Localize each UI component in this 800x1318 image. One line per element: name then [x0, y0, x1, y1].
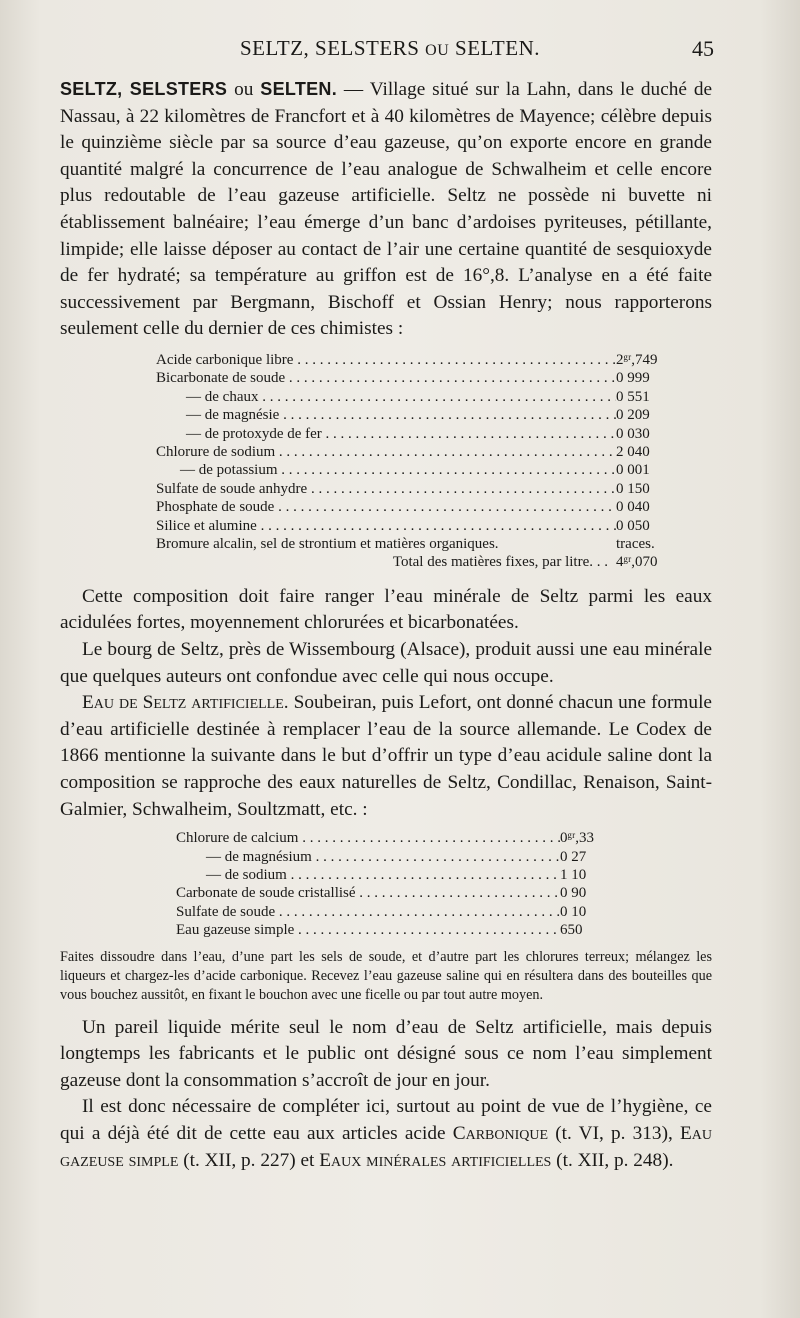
- paragraph-artificial-water: [60, 690, 712, 823]
- total-label: Total des matières fixes, par litre. . .: [392, 554, 608, 571]
- row-value: 0ᵍʳ,33: [560, 830, 595, 847]
- table-row: [156, 425, 670, 443]
- row-label: Silice et alumine . . .: [156, 517, 616, 535]
- article-body: [60, 76, 712, 1174]
- row-label: — de magnésium . . .: [176, 848, 560, 866]
- row-label: — de protoxyde de fer . . .: [156, 425, 616, 443]
- row-label: — de potassium . . .: [156, 461, 616, 479]
- row-label: Acide carbonique libre . . .: [156, 351, 616, 369]
- row-value: 0 999: [616, 370, 650, 387]
- cross-ref-eau-gazeuse: Eau gazeuse simple: [60, 1122, 713, 1171]
- table-row: [156, 388, 670, 406]
- table-row: [176, 921, 610, 939]
- table-row: [176, 866, 610, 884]
- row-value: 0 050: [616, 517, 650, 534]
- row-value: traces.: [616, 536, 655, 552]
- entry-headword-ou: ou: [234, 79, 254, 100]
- row-value: 2ᵍʳ,749: [616, 351, 658, 368]
- row-value: 0 209: [616, 407, 650, 424]
- row-label: — de sodium . . .: [176, 866, 560, 884]
- row-value: 0 001: [616, 462, 650, 479]
- table-row: [176, 848, 610, 866]
- row-value: 0 90: [560, 885, 587, 902]
- row-label: Sulfate de soude anhydre . . .: [156, 480, 616, 498]
- cross-ref-eaux-minerales: Eaux minérales artificielles: [319, 1149, 552, 1171]
- table-row: [156, 351, 670, 369]
- row-label: Phosphate de soude . . .: [156, 498, 616, 516]
- running-head: [60, 36, 720, 66]
- row-value: 1 10: [560, 866, 587, 883]
- table-row: [156, 480, 670, 498]
- paragraph: Le bourg de Seltz, près de Wissembourg (Alsace), produit aussi une eau minérale que quelques auteurs ont confondue avec celle qui nous occupe.: [60, 639, 712, 687]
- row-value: 0 030: [616, 425, 650, 442]
- entry-paragraph: [60, 76, 712, 343]
- running-title-left: SELTZ, SELSTERS: [239, 36, 420, 60]
- entry-headword-2: SELTEN.: [260, 79, 338, 99]
- row-value: 0 27: [560, 848, 587, 865]
- paragraph-text: (t. XII, p. 248).: [551, 1149, 674, 1171]
- row-label: Bromure alcalin, sel de strontium et matières organiques.: [156, 536, 499, 552]
- row-label: Eau gazeuse simple . . .: [176, 921, 560, 939]
- total-row: [156, 553, 670, 571]
- row-value: 0 150: [616, 480, 650, 497]
- table-row: [176, 884, 610, 902]
- paragraph-text: (t. XII, p. 227) et: [178, 1149, 320, 1171]
- row-value: 0 10: [560, 903, 587, 920]
- entry-intro-text: — Village situé sur la Lahn, dans le duché de Nassau, à 22 kilomètres de Francfort et à 40 kilomètres de Mayence; célèbre depuis le quinzième siècle par sa source d’eau gazeuse, qu’on exporte encore en grande quantité malgré la concurrence de l’eau analogue de Schwalheim et celle encore plus redoutable de l’eau gazeuse artificielle. Seltz ne possède ni buvette ni établissement balnéaire; l’eau émerge d’un banc d’ardoises pyriteuses, pétillante, limpide; elle laisse déposer au contact de l’air une certaine quantité de sesquioxyde de fer hydraté; sa température au griffon est de 16°,8. L’analyse en a été faite successivement par Bergmann, Bischoff et Ossian Henry; nous rapporterons seulement celle du dernier de ces chimistes :: [60, 79, 713, 340]
- table-row: [156, 517, 670, 535]
- paragraph-cross-references: [60, 1094, 712, 1174]
- table-row: [156, 461, 670, 479]
- preparation-note: Faites dissoudre dans l’eau, d’une part les sels de soude, et d’autre part les chlorures terreux; mélangez les liqueurs et chargez-les d’acide carbonique. Recevez l’eau gazeuse saline qui en résultera dans des bouteilles que vous bouchez aussitôt, en fixant le bouchon avec une ficelle ou par tout autre moyen.: [60, 948, 712, 1003]
- row-label: Sulfate de soude . . .: [176, 903, 560, 921]
- running-title-right: SELTEN.: [455, 36, 540, 60]
- row-value: 2 040: [616, 443, 650, 460]
- row-value: 650: [560, 922, 583, 939]
- section-heading: Eau de Seltz artificielle.: [82, 692, 289, 714]
- table-row: [176, 903, 610, 921]
- table-row: [156, 369, 670, 387]
- page-number: 45: [692, 36, 714, 61]
- running-title-ou: OU: [425, 42, 450, 59]
- row-value: 0 040: [616, 499, 650, 516]
- row-label: — de magnésie . . .: [156, 406, 616, 424]
- codex-table: [176, 829, 610, 939]
- table-row: [176, 829, 610, 847]
- row-label: Chlorure de sodium . . .: [156, 443, 616, 461]
- total-value: 4ᵍʳ,070: [616, 554, 658, 571]
- row-label: — de chaux . . .: [156, 388, 616, 406]
- row-label: Carbonate de soude cristallisé . . .: [176, 884, 560, 902]
- paragraph: Cette composition doit faire ranger l’eau minérale de Seltz parmi les eaux acidulées fortes, moyennement chlorurées et bicarbonatées.: [60, 585, 712, 634]
- row-value: 0 551: [616, 388, 650, 405]
- cross-ref-carbonique: Carbonique: [452, 1122, 549, 1144]
- table-row: [156, 443, 670, 461]
- table-row: [156, 535, 670, 553]
- paragraph-text: Il est donc nécessaire de compléter ici, surtout au point de vue de l’hygiène, ce qui a déjà été dit de cette eau aux articles acide: [60, 1096, 712, 1144]
- table-row: [156, 498, 670, 516]
- running-title: [60, 36, 720, 61]
- row-label: Chlorure de calcium . . .: [176, 829, 560, 847]
- row-label: Bicarbonate de soude . . .: [156, 369, 616, 387]
- paragraph-text: Soubeiran, puis Lefort, ont donné chacun une formule d’eau artificielle destinée à remplacer l’eau de la source allemande. Le Codex de 1866 mentionne la suivante dans le but d’offrir un type d’eau acidule saline dont la composition se rapproche des eaux naturelles de Seltz, Condillac, Renaison, Saint-Galmier, Schwalheim, Soultzmatt, etc. :: [60, 692, 712, 820]
- paragraph: Un pareil liquide mérite seul le nom d’eau de Seltz artificielle, mais depuis longtemps les fabricants et le public ont désigné sous ce nom l’eau simplement gazeuse dont la consommation s’accroît de jour en jour.: [60, 1016, 712, 1091]
- analysis-table: [156, 351, 670, 572]
- table-row: [156, 406, 670, 424]
- entry-headword: SELTZ, SELSTERS: [60, 79, 228, 99]
- paragraph-text: (t. VI, p. 313),: [548, 1122, 681, 1144]
